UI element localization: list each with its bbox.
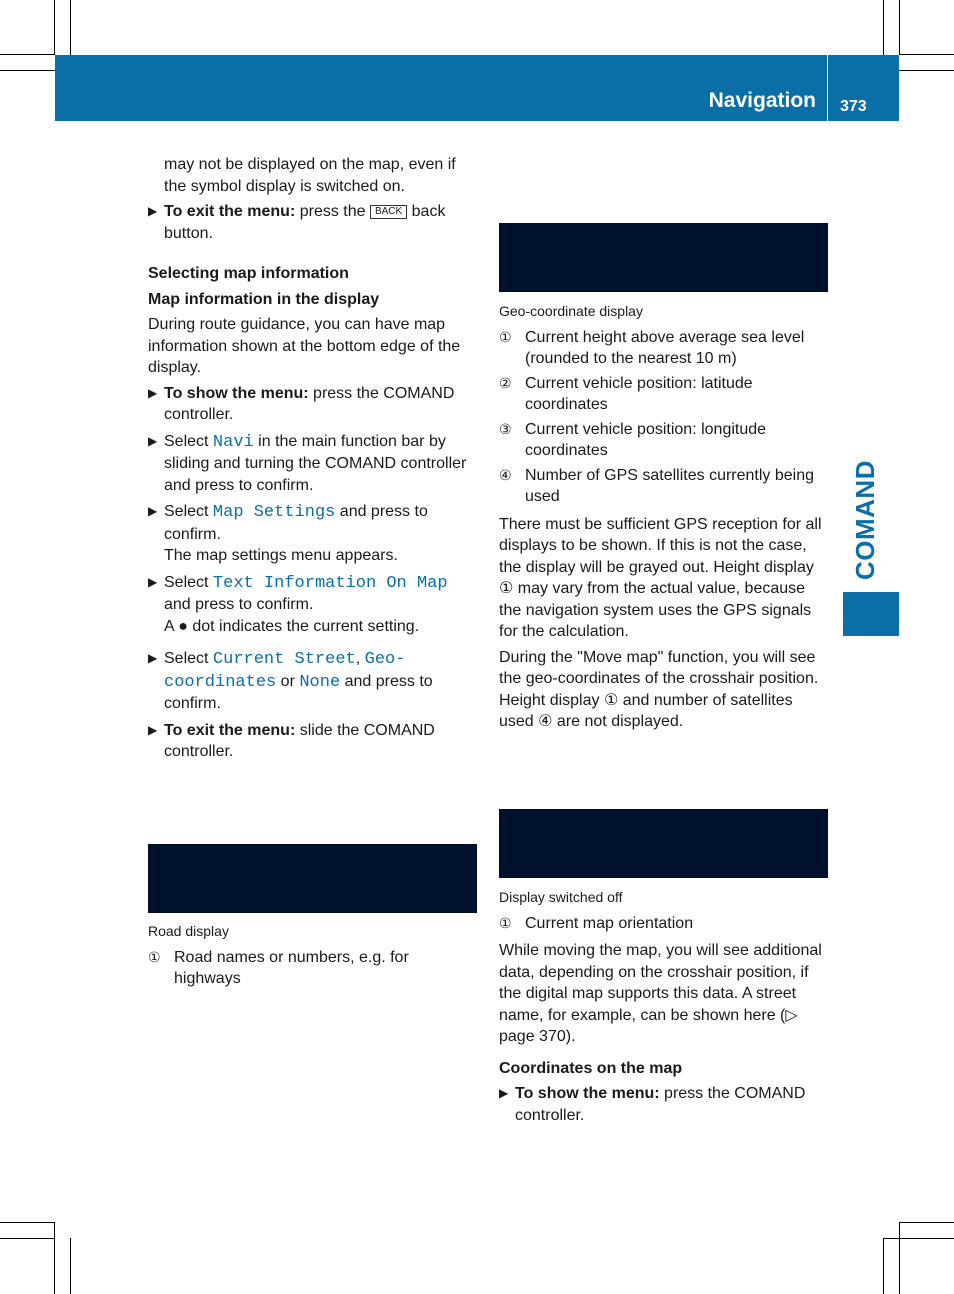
crop-mark <box>899 1222 954 1223</box>
number-marker: ③ <box>499 420 512 437</box>
step-result: A ● dot indicates the current setting. <box>164 617 420 635</box>
menu-item-current-street: Current Street <box>212 650 356 669</box>
step-label: To show the menu: <box>515 1085 660 1102</box>
list-item-text: Current map orientation <box>525 914 694 932</box>
step-arrow-icon: ▶ <box>148 433 158 448</box>
header-divider <box>827 55 828 121</box>
step-text: slide the COMAND controller. <box>164 721 435 760</box>
crop-mark <box>883 0 884 55</box>
step-text: Select <box>164 432 213 450</box>
step-text: press the <box>295 203 370 220</box>
instruction-step <box>148 201 478 244</box>
heading: Selecting map information <box>148 265 349 282</box>
left-caption-block <box>148 921 478 993</box>
crop-mark <box>0 1238 55 1239</box>
number-marker: ② <box>499 374 512 391</box>
figure-caption: Geo-coordinate display <box>499 303 643 319</box>
list-item <box>499 373 829 416</box>
right-column-bottom <box>499 887 829 1131</box>
crop-mark <box>70 0 71 55</box>
step-label: To show the menu: <box>164 384 309 402</box>
instruction-step <box>499 1083 829 1126</box>
list-item <box>499 465 829 508</box>
display-off-image <box>499 809 828 878</box>
step-arrow-icon: ▶ <box>148 204 158 218</box>
step-text: , <box>355 650 365 667</box>
paragraph: may not be displayed on the map, even if the symbol display is switched on. <box>164 156 456 195</box>
crop-mark <box>883 1238 884 1294</box>
crop-mark <box>70 1238 71 1294</box>
section-title: Navigation <box>708 89 816 112</box>
figure-caption: Road display <box>148 923 229 939</box>
step-text: press the COMAND controller. <box>164 384 455 423</box>
list-item-text: Current height above average sea level (rounded to the nearest 10 m) <box>525 328 805 367</box>
right-column-top <box>499 301 829 737</box>
step-label: To exit the menu: <box>164 721 296 739</box>
step-arrow-icon: ▶ <box>148 574 158 589</box>
instruction-step <box>148 431 478 497</box>
figure-caption: Display switched off <box>499 889 623 905</box>
subheading: Map information in the display <box>148 290 380 308</box>
instruction-step <box>148 720 478 763</box>
step-text: in the main function bar by sliding and turning the COMAND controller and press to confirm. <box>164 432 467 494</box>
list-item-text: Current vehicle position: longitude coordinates <box>525 420 767 459</box>
crop-mark <box>899 0 900 55</box>
step-arrow-icon: ▶ <box>148 722 158 737</box>
step-text: Select <box>164 503 213 520</box>
step-text: and press to confirm. <box>164 672 433 712</box>
crop-mark <box>883 1238 954 1239</box>
paragraph: There must be sufficient GPS reception for all displays to be shown. If this is not the case, the display will be grayed out. Height display ① may vary from the actual value, because the navigation system uses the GPS signals for the calculation. <box>499 515 822 640</box>
number-marker: ④ <box>499 466 512 483</box>
geo-coordinate-image <box>499 223 828 292</box>
step-text: and press to confirm. <box>164 503 428 543</box>
crop-mark <box>0 70 55 71</box>
step-arrow-icon: ▶ <box>148 651 158 665</box>
step-arrow-icon: ▶ <box>148 385 158 400</box>
menu-item-text-information: Text Information On Map <box>212 573 448 593</box>
number-marker: ① <box>148 948 161 965</box>
page-number: 373 <box>840 98 867 115</box>
list-item <box>148 947 478 990</box>
list-item <box>499 327 829 370</box>
heading: Coordinates on the map <box>499 1059 683 1077</box>
number-marker: ① <box>499 914 512 931</box>
crop-mark <box>899 54 954 55</box>
side-tab <box>843 592 899 636</box>
step-arrow-icon: ▶ <box>499 1086 509 1100</box>
instruction-step <box>148 648 478 715</box>
menu-item-none: None <box>299 672 341 692</box>
step-text: Select <box>164 650 213 667</box>
crop-mark <box>0 54 55 55</box>
paragraph: During route guidance, you can have map information shown at the bottom edge of the display. <box>148 316 461 376</box>
step-arrow-icon: ▶ <box>148 504 158 518</box>
list-item-text: Number of GPS satellites currently being used <box>525 466 815 505</box>
step-text: Select <box>164 573 213 591</box>
crop-mark <box>54 1222 55 1294</box>
step-text: press the COMAND controller. <box>515 1085 806 1124</box>
menu-item-map-settings: Map Settings <box>212 503 336 522</box>
crop-mark <box>0 1222 55 1223</box>
back-key-icon: BACK <box>370 205 407 219</box>
crop-mark <box>899 70 954 71</box>
crop-mark <box>899 1222 900 1294</box>
list-item-text: Current vehicle position: latitude coordinates <box>525 374 753 413</box>
number-marker: ① <box>499 328 512 345</box>
step-text: and press to confirm. <box>164 596 314 613</box>
road-display-image <box>148 844 477 913</box>
menu-item-geo-coordinates: Geo-coordinates <box>164 650 406 692</box>
list-item <box>499 913 829 935</box>
paragraph: During the "Move map" function, you will see the geo-coordinates of the crosshair position. Height display ① and number of satellites used ④ are not displayed. <box>499 648 819 730</box>
instruction-step <box>148 501 478 567</box>
step-text: or <box>276 672 300 690</box>
crop-mark <box>54 0 55 55</box>
step-result: The map settings menu appears. <box>164 547 398 564</box>
instruction-step <box>148 383 478 426</box>
left-column <box>148 154 478 768</box>
side-tab-label: COMAND <box>850 460 880 580</box>
step-text: back button. <box>164 203 446 242</box>
list-item-text: Road names or numbers, e.g. for highways <box>174 948 409 987</box>
paragraph: While moving the map, you will see additional data, depending on the crosshair position, if the digital map supports this data. A street name, for example, can be shown here (▷ page 370). <box>499 942 822 1045</box>
menu-item-navi: Navi <box>212 432 254 452</box>
instruction-step <box>148 572 478 638</box>
list-item <box>499 419 829 462</box>
step-label: To exit the menu: <box>164 203 296 220</box>
